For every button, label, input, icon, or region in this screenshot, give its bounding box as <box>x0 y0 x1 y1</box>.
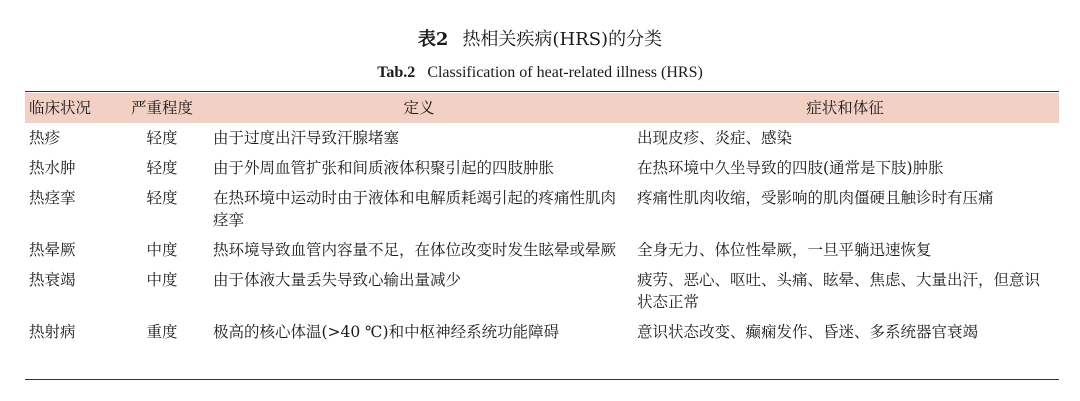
cell-definition: 热环境导致血管内容量不足，在体位改变时发生眩晕或晕厥 <box>213 241 617 259</box>
table-bottom-rule <box>25 379 1059 380</box>
cell-condition: 热疹 <box>29 129 61 147</box>
cell-definition: 由于过度出汗导致汗腺堵塞 <box>213 129 400 147</box>
classification-table <box>25 93 1059 345</box>
cell-condition: 热射病 <box>29 323 76 341</box>
header-definition: 定义 <box>207 93 631 123</box>
cell-severity: 中度 <box>146 241 178 259</box>
table-row <box>25 181 1059 233</box>
cell-symptoms: 疼痛性肌肉收缩，受影响的肌肉僵硬且触诊时有压痛 <box>637 189 994 207</box>
table-row <box>25 151 1059 181</box>
cell-severity: 轻度 <box>146 159 178 177</box>
table-header-row <box>25 93 1059 123</box>
table-label-chinese: 表2 <box>417 29 449 50</box>
table-top-rule <box>25 91 1059 92</box>
table-title-chinese: 热相关疾病(HRS)的分类 <box>462 29 663 50</box>
cell-symptoms: 意识状态改变、癫痫发作、昏迷、多系统器官衰竭 <box>637 323 979 341</box>
table-caption-chinese <box>0 28 1080 52</box>
cell-definition: 由于外周血管扩张和间质液体积聚引起的四肢肿胀 <box>213 159 555 177</box>
cell-severity: 中度 <box>146 271 178 289</box>
cell-symptoms: 在热环境中久坐导致的四肢(通常是下肢)肿胀 <box>637 159 944 177</box>
cell-symptoms: 出现皮疹、炎症、感染 <box>637 129 793 147</box>
cell-symptoms: 疲劳、恶心、呕吐、头痛、眩晕、焦虑、大量出汗，但意识状态正常 <box>637 271 1041 311</box>
table-label-english: Tab.2 <box>377 64 416 81</box>
table-title-english: Classification of heat-related illness (HRS) <box>427 64 703 81</box>
cell-severity: 轻度 <box>146 129 178 147</box>
cell-condition: 热晕厥 <box>29 241 76 259</box>
cell-condition: 热衰竭 <box>29 271 76 289</box>
cell-severity: 轻度 <box>146 189 178 207</box>
header-symptoms-signs: 症状和体征 <box>631 93 1059 123</box>
cell-definition: 在热环境中运动时由于液体和电解质耗竭引起的疼痛性肌肉痉挛 <box>213 189 617 229</box>
header-clinical-condition: 临床状况 <box>25 93 117 123</box>
table-row <box>25 263 1059 315</box>
cell-condition: 热水肿 <box>29 159 76 177</box>
cell-definition: 由于体液大量丢失导致心输出量减少 <box>213 271 462 289</box>
table-row <box>25 123 1059 151</box>
table-row <box>25 315 1059 345</box>
table-caption-english <box>0 62 1080 84</box>
cell-definition: 极高的核心体温(>40 ℃)和中枢神经系统功能障碍 <box>213 323 560 341</box>
cell-symptoms: 全身无力、体位性晕厥，一旦平躺迅速恢复 <box>637 241 932 259</box>
table-row <box>25 233 1059 263</box>
cell-severity: 重度 <box>146 323 178 341</box>
cell-condition: 热痉挛 <box>29 189 76 207</box>
header-severity: 严重程度 <box>117 93 207 123</box>
